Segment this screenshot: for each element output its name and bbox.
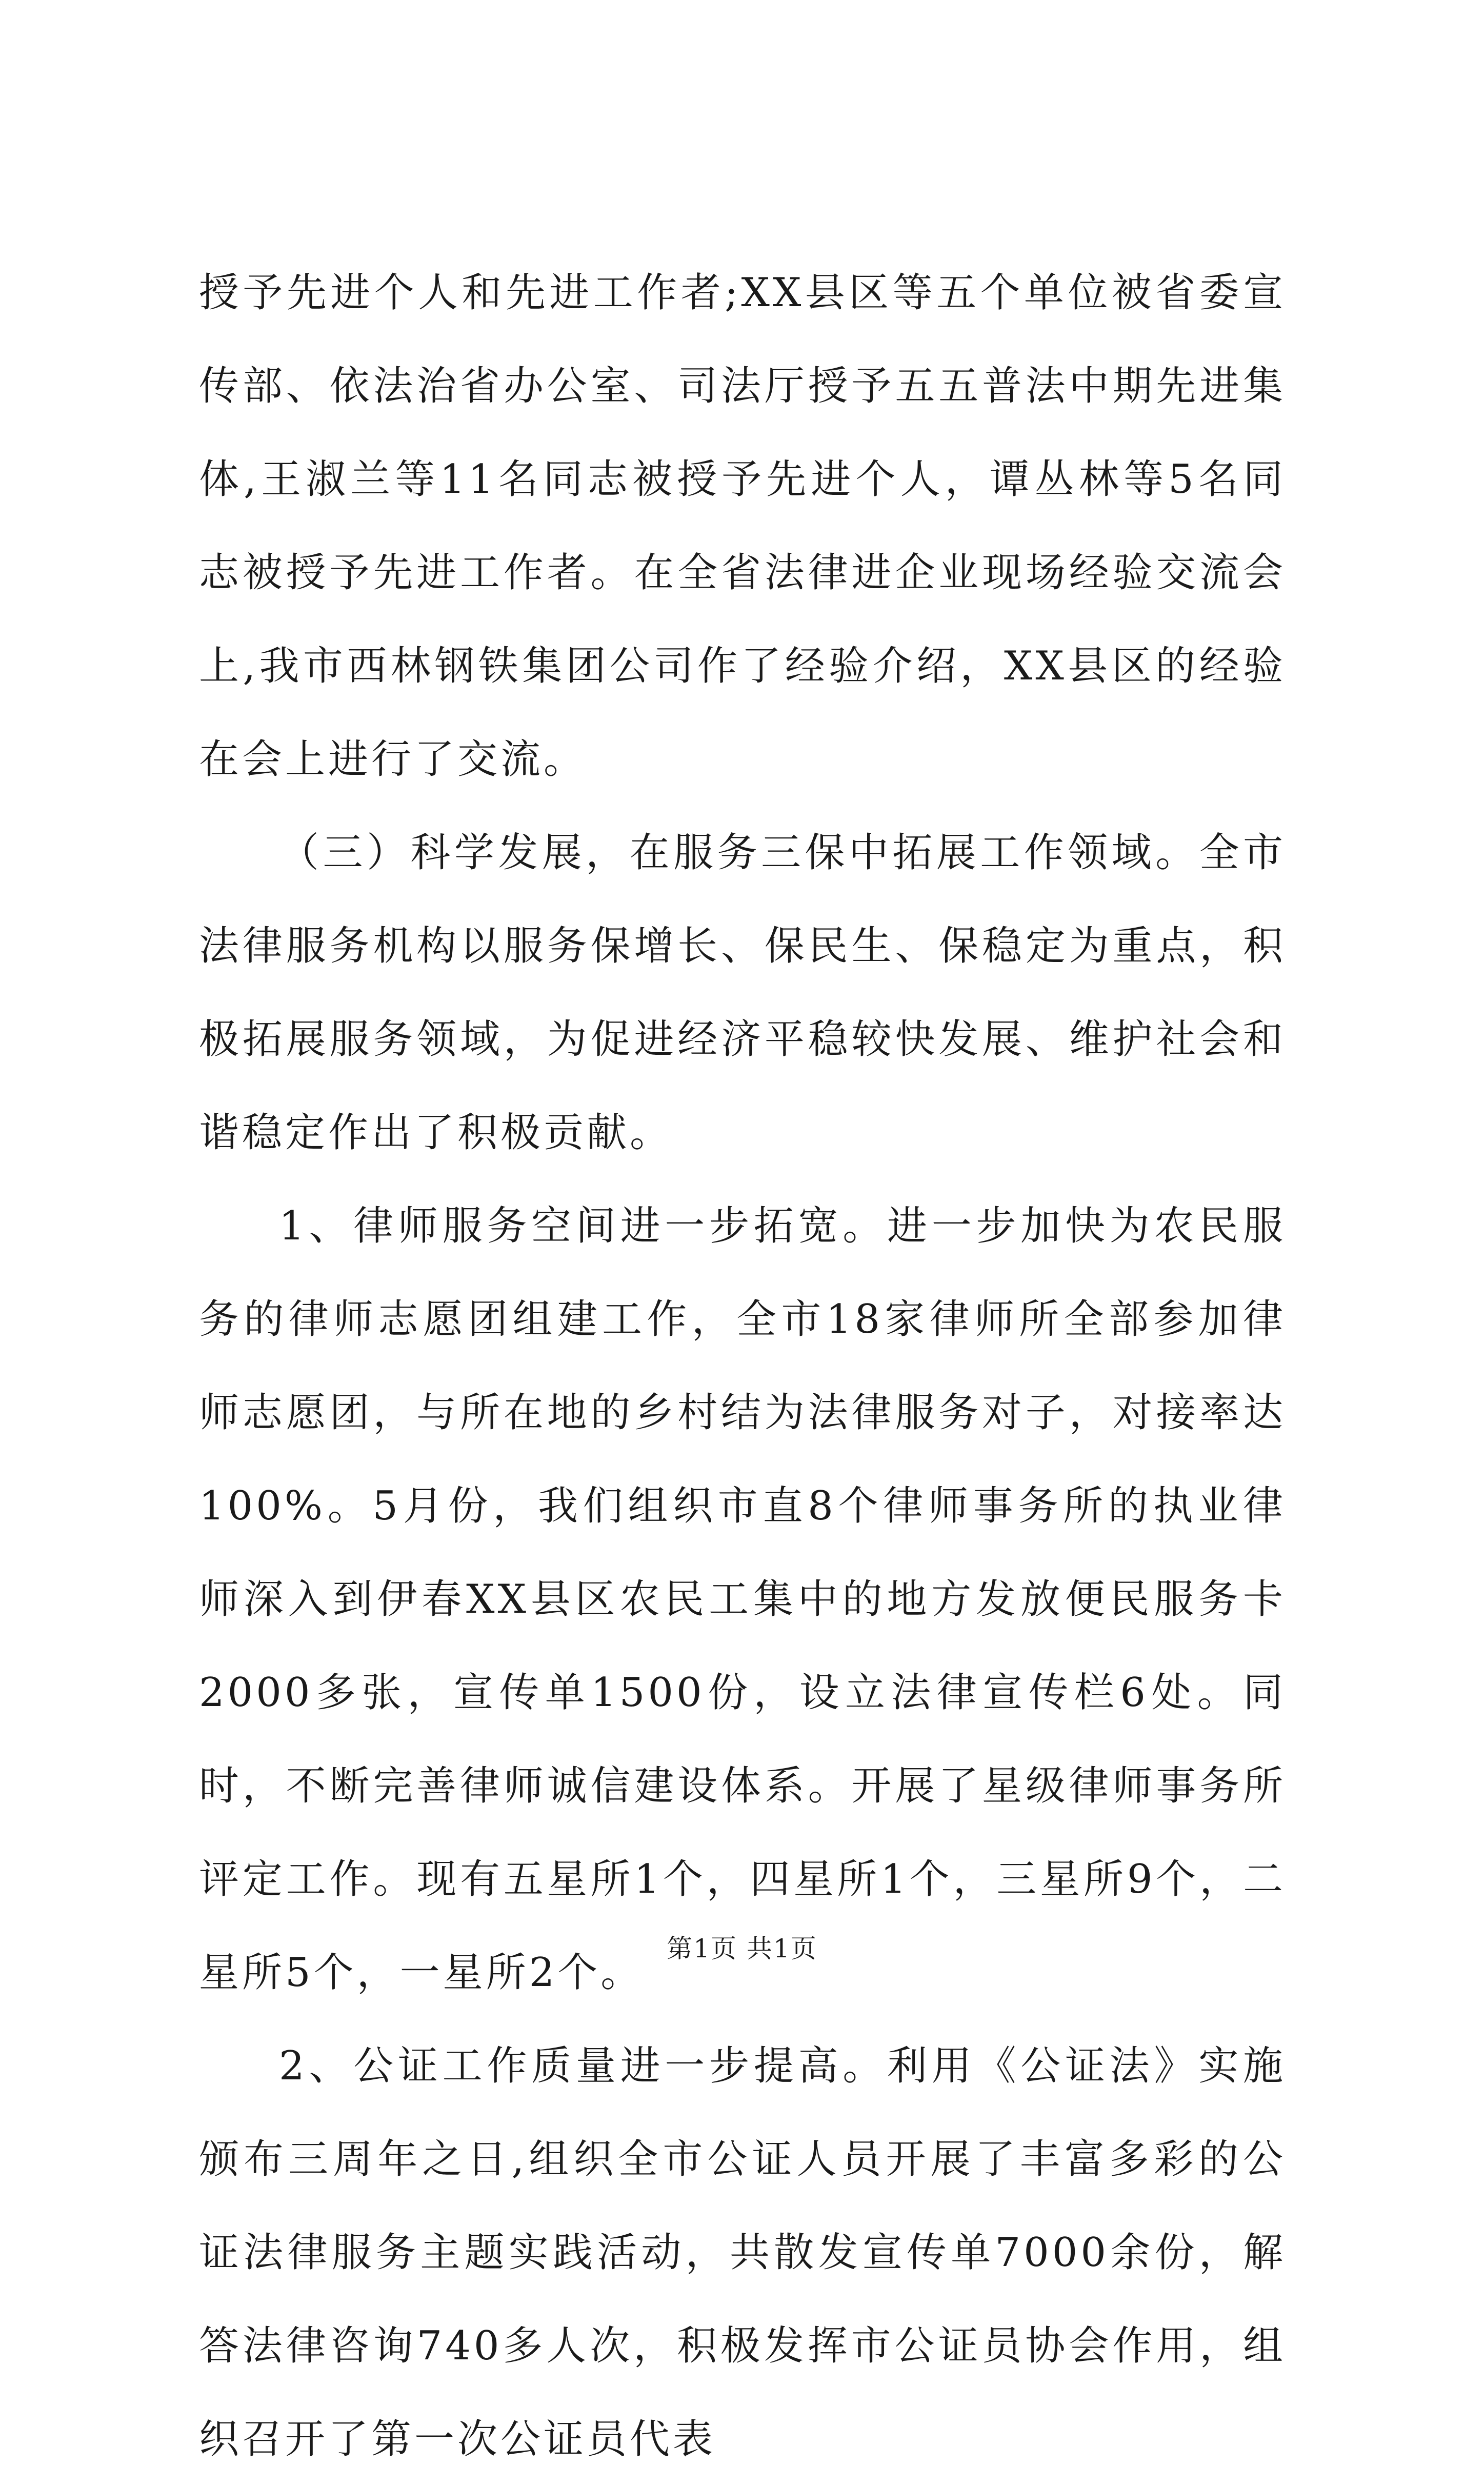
- document-body: [199, 246, 1286, 2486]
- paragraph-section-three: （三）科学发展，在服务三保中拓展工作领域。全市法律服务机构以服务保增长、保民生、保稳定为重点，积极拓展服务领域，为促进经济平稳较快发展、维护社会和谐稳定作出了积极贡献。: [199, 830, 1286, 1156]
- page-footer: 第1页 共1页: [667, 1934, 817, 1963]
- paragraph-notary-work: 2、公证工作质量进一步提高。利用《公证法》实施颁布三周年之日,组织全市公证人员开展了丰富多彩的公证法律服务主题实践活动，共散发宣传单7000余份，解答法律咨询740多人次，积极发挥市公证员协会作用，组织召开了第一次公证员代表: [199, 2043, 1286, 2462]
- paragraph-lawyer-services: 1、律师服务空间进一步拓宽。进一步加快为农民服务的律师志愿团组建工作，全市18家律师所全部参加律师志愿团，与所在地的乡村结为法律服务对子，对接率达100%。5月份，我们组织市直8个律师事务所的执业律师深入到伊春XX县区农民工集中的地方发放便民服务卡2000多张，宣传单1500份，设立法律宣传栏6处。同时，不断完善律师诚信建设体系。开展了星级律师事务所评定工作。现有五星所1个，四星所1个，三星所9个，二星所5个，一星所2个。: [199, 1203, 1286, 1996]
- paragraph-continuation: 授予先进个人和先进工作者;XX县区等五个单位被省委宣传部、依法治省办公室、司法厅授予五五普法中期先进集体,王淑兰等11名同志被授予先进个人，谭丛林等5名同志被授予先进工作者。在全省法律进企业现场经验交流会上,我市西林钢铁集团公司作了经验介绍，XX县区的经验在会上进行了交流。: [199, 270, 1286, 783]
